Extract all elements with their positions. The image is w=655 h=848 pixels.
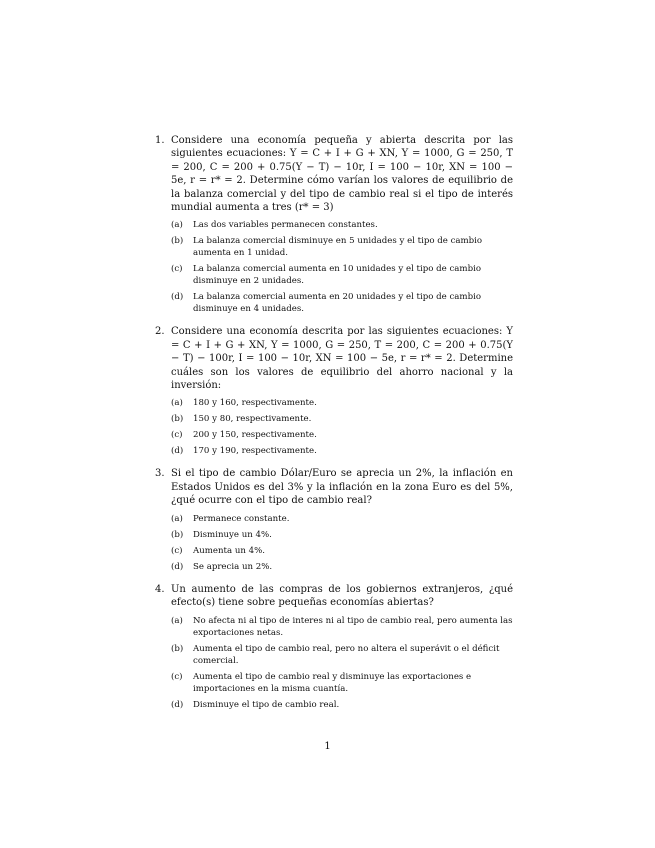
option-list: [171, 513, 513, 573]
option-text: La balanza comercial aumenta en 10 unidades y el tipo de cambio disminuye en 2 unidades.: [193, 264, 481, 287]
option-label: (d): [171, 446, 184, 457]
option-label: (d): [171, 561, 184, 572]
option-label: (c): [171, 671, 183, 682]
option-text: 170 y 190, respectivamente.: [193, 446, 317, 457]
option-label: (a): [171, 220, 183, 231]
option-item: [171, 397, 513, 409]
option-item: [171, 429, 513, 441]
option-item: [171, 561, 513, 573]
option-label: (c): [171, 545, 183, 556]
option-item: [171, 413, 513, 425]
option-text: Aumenta el tipo de cambio real y disminuye las exportaciones e importaciones en la misma cuantía.: [193, 671, 472, 694]
option-label: (c): [171, 430, 183, 441]
option-item: [171, 291, 513, 315]
option-item: [171, 699, 513, 711]
question-2: [155, 325, 513, 457]
option-text: No afecta ni al tipo de interes ni al tipo de cambio real, pero aumenta las exportaciones netas.: [193, 615, 513, 638]
option-label: (b): [171, 414, 184, 425]
option-list: [171, 397, 513, 457]
question-text: Considere una economía descrita por las siguientes ecuaciones: Y = C + I + G + XN, Y = 1000, G = 250, T = 200, C = 200 + 0.75(Y − T) − 100r, I = 100 − 10r, XN = 100 − 5e, r = r* = 2. Determine cuáles son los valores de equilibrio del ahorro nacional y la inversión:: [171, 326, 513, 392]
option-item: [171, 513, 513, 525]
option-item: [171, 643, 513, 667]
option-label: (a): [171, 615, 183, 626]
question-3: [155, 467, 513, 572]
option-item: [171, 545, 513, 557]
question-number: 3.: [155, 468, 165, 480]
option-text: Disminuye el tipo de cambio real.: [193, 699, 340, 710]
question-number: 4.: [155, 583, 165, 595]
option-item: [171, 615, 513, 639]
question-number: 2.: [155, 326, 165, 338]
option-list: [171, 615, 513, 711]
option-text: Disminuye un 4%.: [193, 529, 272, 540]
option-text: 150 y 80, respectivamente.: [193, 414, 312, 425]
option-label: (b): [171, 236, 184, 247]
option-label: (d): [171, 699, 184, 710]
option-list: [171, 219, 513, 315]
question-1: [155, 134, 513, 315]
option-item: [171, 219, 513, 231]
option-text: La balanza comercial aumenta en 20 unidades y el tipo de cambio disminuye en 4 unidades.: [193, 292, 481, 315]
option-text: Las dos variables permanecen constantes.: [193, 220, 378, 231]
question-4: [155, 583, 513, 711]
option-label: (b): [171, 529, 184, 540]
question-text: Considere una economía pequeña y abierta descrita por las siguientes ecuaciones: Y = C + I + G + XN, Y = 1000, G = 250, T = 200, C = 200 + 0.75(Y − T) − 10r, I = 100 − 10r, XN = 100 − 5e, r = r* = 2. Determine cómo varían los valores de equilibrio de la balanza comercial y del tipo de cambio real si el tipo de interés mundial aumenta a tres (r* = 3): [171, 135, 513, 214]
document-body: [155, 134, 513, 721]
option-text: 200 y 150, respectivamente.: [193, 430, 317, 441]
option-label: (d): [171, 292, 184, 303]
option-label: (a): [171, 398, 183, 409]
option-item: [171, 671, 513, 695]
option-text: Aumenta un 4%.: [193, 545, 265, 556]
option-item: [171, 263, 513, 287]
option-text: Aumenta el tipo de cambio real, pero no altera el superávit o el déficit comercial.: [193, 643, 500, 666]
option-label: (c): [171, 264, 183, 275]
question-text: Si el tipo de cambio Dólar/Euro se aprecia un 2%, la inflación en Estados Unidos es del 3% y la inflación en la zona Euro es del 5%, ¿qué ocurre con el tipo de cambio real?: [171, 468, 513, 507]
question-text: Un aumento de las compras de los gobiernos extranjeros, ¿qué efecto(s) tiene sobre pequeñas economías abiertas?: [171, 583, 513, 609]
option-item: [171, 445, 513, 457]
page-number: 1: [324, 741, 331, 752]
option-text: La balanza comercial disminuye en 5 unidades y el tipo de cambio aumenta en 1 unidad.: [193, 236, 483, 259]
question-number: 1.: [155, 135, 165, 146]
option-label: (b): [171, 643, 184, 654]
option-text: 180 y 160, respectivamente.: [193, 398, 317, 409]
option-item: [171, 235, 513, 259]
option-label: (a): [171, 513, 183, 524]
option-text: Se aprecia un 2%.: [193, 561, 273, 572]
option-text: Permanece constante.: [193, 513, 290, 524]
option-item: [171, 529, 513, 541]
